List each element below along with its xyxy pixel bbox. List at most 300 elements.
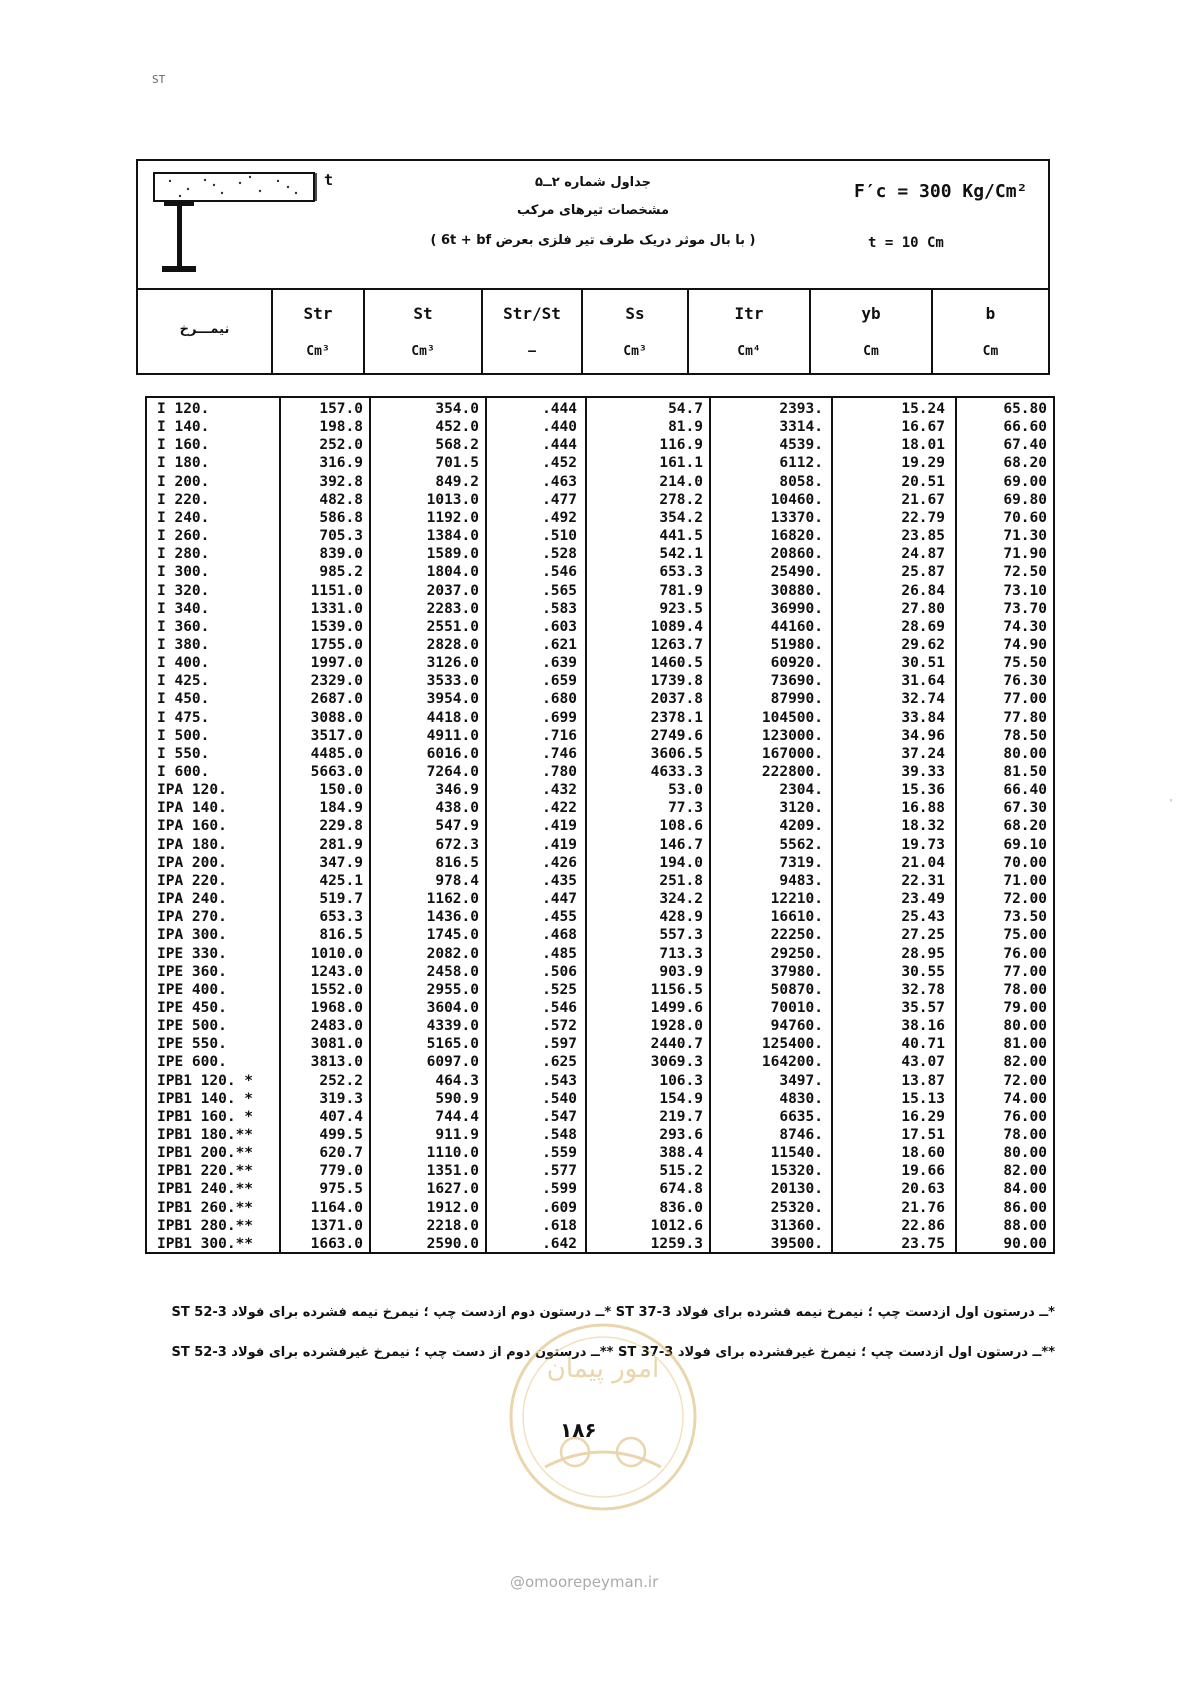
itr-cell: 20860. xyxy=(770,546,823,563)
table-row xyxy=(147,1035,1053,1054)
yb-cell: 13.87 xyxy=(901,1072,945,1089)
table-row xyxy=(147,491,1053,510)
itr-cell: 25320. xyxy=(770,1199,823,1216)
ratio-cell: .440 xyxy=(542,419,577,436)
ss-cell: 81.9 xyxy=(668,419,703,436)
ss-cell: 428.9 xyxy=(659,909,703,926)
ratio-cell: .477 xyxy=(542,491,577,508)
ratio-cell: .597 xyxy=(542,1036,577,1053)
yb-cell: 32.74 xyxy=(901,691,945,708)
st-cell: 1351.0 xyxy=(426,1163,479,1180)
str-cell: 316.9 xyxy=(319,455,363,472)
itr-cell: 2393. xyxy=(779,401,823,417)
table-row xyxy=(147,527,1053,546)
str-cell: 1151.0 xyxy=(310,582,363,599)
str-cell: 1539.0 xyxy=(310,618,363,635)
st-cell: 2218.0 xyxy=(426,1217,479,1234)
column-header-ss xyxy=(581,290,687,373)
ratio-cell: .572 xyxy=(542,1018,577,1035)
profile-cell: IPA 300. xyxy=(157,927,227,944)
table-row xyxy=(147,618,1053,637)
header-title-area xyxy=(138,161,1048,290)
itr-cell: 3120. xyxy=(779,800,823,817)
profile-cell: I 280. xyxy=(157,546,210,563)
profile-cell: I 260. xyxy=(157,528,210,545)
ss-cell: 214.0 xyxy=(659,473,703,490)
profile-cell: IPE 450. xyxy=(157,999,227,1016)
ss-cell: 53.0 xyxy=(668,782,703,799)
table-row xyxy=(147,1017,1053,1036)
table-row xyxy=(147,1126,1053,1145)
ratio-cell: .510 xyxy=(542,528,577,545)
st-cell: 3954.0 xyxy=(426,691,479,708)
yb-cell: 28.95 xyxy=(901,945,945,962)
yb-cell: 15.24 xyxy=(901,401,945,417)
ratio-cell: .543 xyxy=(542,1072,577,1089)
table-row xyxy=(147,1162,1053,1181)
b-cell: 86.00 xyxy=(1003,1199,1047,1216)
ss-cell: 653.3 xyxy=(659,564,703,581)
ss-cell: 1263.7 xyxy=(650,636,703,653)
column-header-b xyxy=(931,290,1048,373)
b-cell: 80.00 xyxy=(1003,1018,1047,1035)
profile-cell: I 380. xyxy=(157,636,210,653)
str-cell: 319.3 xyxy=(319,1090,363,1107)
st-cell: 4418.0 xyxy=(426,709,479,726)
ss-cell: 194.0 xyxy=(659,854,703,871)
yb-cell: 33.84 xyxy=(901,709,945,726)
str-cell: 519.7 xyxy=(319,891,363,908)
ss-cell: 1460.5 xyxy=(650,655,703,672)
ratio-cell: .444 xyxy=(542,401,577,417)
ss-cell: 1259.3 xyxy=(650,1235,703,1252)
b-cell: 73.70 xyxy=(1003,600,1047,617)
footnote-semi-compact: *ــ درستون اول ازدست چپ ؛ نیمرخ نیمه فشرده برای فولاد ST 37-3 *ــ درستون دوم ازدست چپ ؛ نیمرخ نیمه فشرده برای فولاد ST 52-3 xyxy=(171,1305,1055,1320)
b-cell: 82.00 xyxy=(1003,1054,1047,1071)
itr-cell: 11540. xyxy=(770,1145,823,1162)
ss-cell: 2440.7 xyxy=(650,1036,703,1053)
profile-cell: IPA 180. xyxy=(157,836,227,853)
column-unit: Cm xyxy=(982,344,999,359)
table-row xyxy=(147,1144,1053,1163)
table-row xyxy=(147,872,1053,891)
st-cell: 452.0 xyxy=(435,419,479,436)
ss-cell: 1089.4 xyxy=(650,618,703,635)
yb-cell: 21.76 xyxy=(901,1199,945,1216)
yb-cell: 20.63 xyxy=(901,1181,945,1198)
ratio-cell: .618 xyxy=(542,1217,577,1234)
itr-cell: 3497. xyxy=(779,1072,823,1089)
table-row xyxy=(147,582,1053,601)
profile-cell: IPB1 280.** xyxy=(157,1217,254,1234)
ratio-cell: .452 xyxy=(542,455,577,472)
ss-cell: 1499.6 xyxy=(650,999,703,1016)
st-cell: 3533.0 xyxy=(426,673,479,690)
str-cell: 3517.0 xyxy=(310,727,363,744)
st-cell: 1013.0 xyxy=(426,491,479,508)
yb-cell: 25.87 xyxy=(901,564,945,581)
itr-cell: 73690. xyxy=(770,673,823,690)
b-cell: 76.00 xyxy=(1003,1108,1047,1125)
table-row xyxy=(147,890,1053,909)
st-cell: 911.9 xyxy=(435,1127,479,1143)
table-row xyxy=(147,1199,1053,1218)
str-cell: 157.0 xyxy=(319,401,363,417)
str-cell: 2687.0 xyxy=(310,691,363,708)
profile-cell: IPA 220. xyxy=(157,872,227,889)
yb-cell: 17.51 xyxy=(901,1127,945,1143)
ss-cell: 781.9 xyxy=(659,582,703,599)
ratio-cell: .603 xyxy=(542,618,577,635)
b-cell: 75.50 xyxy=(1003,655,1047,672)
yb-cell: 32.78 xyxy=(901,981,945,998)
itr-cell: 60920. xyxy=(770,655,823,672)
st-cell: 2551.0 xyxy=(426,618,479,635)
itr-cell: 3314. xyxy=(779,419,823,436)
ss-cell: 108.6 xyxy=(659,818,703,835)
str-cell: 499.5 xyxy=(319,1127,363,1143)
concrete-strength: F′c = 300 Kg/Cm² xyxy=(854,181,1028,202)
itr-cell: 37980. xyxy=(770,963,823,980)
str-cell: 347.9 xyxy=(319,854,363,871)
st-cell: 2082.0 xyxy=(426,945,479,962)
str-cell: 425.1 xyxy=(319,872,363,889)
str-cell: 407.4 xyxy=(319,1108,363,1125)
column-header-st xyxy=(363,290,481,373)
table-row xyxy=(147,473,1053,492)
str-cell: 620.7 xyxy=(319,1145,363,1162)
ratio-cell: .583 xyxy=(542,600,577,617)
yb-cell: 18.32 xyxy=(901,818,945,835)
yb-cell: 31.64 xyxy=(901,673,945,690)
table-row xyxy=(147,763,1053,782)
ratio-cell: .468 xyxy=(542,927,577,944)
column-symbol: Str xyxy=(303,304,333,323)
b-cell: 72.00 xyxy=(1003,1072,1047,1089)
str-cell: 839.0 xyxy=(319,546,363,563)
table-row xyxy=(147,1090,1053,1109)
st-cell: 701.5 xyxy=(435,455,479,472)
ratio-cell: .506 xyxy=(542,963,577,980)
yb-cell: 29.62 xyxy=(901,636,945,653)
str-cell: 985.2 xyxy=(319,564,363,581)
ratio-cell: .546 xyxy=(542,999,577,1016)
st-cell: 7264.0 xyxy=(426,764,479,780)
b-cell: 67.40 xyxy=(1003,437,1047,454)
ratio-cell: .435 xyxy=(542,872,577,889)
profile-cell: I 220. xyxy=(157,491,210,508)
ss-cell: 1012.6 xyxy=(650,1217,703,1234)
itr-cell: 8746. xyxy=(779,1127,823,1143)
table-row xyxy=(147,781,1053,800)
margin-mark: ST xyxy=(152,73,166,86)
str-cell: 5663.0 xyxy=(310,764,363,780)
itr-cell: 10460. xyxy=(770,491,823,508)
st-cell: 2283.0 xyxy=(426,600,479,617)
ratio-cell: .419 xyxy=(542,818,577,835)
b-cell: 90.00 xyxy=(1003,1235,1047,1252)
str-cell: 1164.0 xyxy=(310,1199,363,1216)
yb-cell: 21.04 xyxy=(901,854,945,871)
itr-cell: 16610. xyxy=(770,909,823,926)
profile-cell: IPA 120. xyxy=(157,782,227,799)
ratio-cell: .780 xyxy=(542,764,577,780)
profile-cell: I 450. xyxy=(157,691,210,708)
profile-cell: I 200. xyxy=(157,473,210,490)
table-row xyxy=(147,999,1053,1018)
yb-cell: 30.55 xyxy=(901,963,945,980)
str-cell: 281.9 xyxy=(319,836,363,853)
str-cell: 252.2 xyxy=(319,1072,363,1089)
st-cell: 547.9 xyxy=(435,818,479,835)
str-cell: 2329.0 xyxy=(310,673,363,690)
itr-cell: 164200. xyxy=(761,1054,823,1071)
itr-cell: 123000. xyxy=(761,727,823,744)
b-cell: 69.00 xyxy=(1003,473,1047,490)
b-cell: 74.90 xyxy=(1003,636,1047,653)
ratio-cell: .642 xyxy=(542,1235,577,1252)
b-cell: 78.00 xyxy=(1003,981,1047,998)
seal-text: امور پیمان xyxy=(546,1354,660,1384)
ratio-cell: .540 xyxy=(542,1090,577,1107)
itr-cell: 87990. xyxy=(770,691,823,708)
b-cell: 74.30 xyxy=(1003,618,1047,635)
b-cell: 68.20 xyxy=(1003,818,1047,835)
yb-cell: 18.01 xyxy=(901,437,945,454)
itr-cell: 6112. xyxy=(779,455,823,472)
b-cell: 80.00 xyxy=(1003,1145,1047,1162)
yb-cell: 39.33 xyxy=(901,764,945,780)
table-subtitle: ( با بال موثر دریک طرف تیر فلزی بعرض 6t + bf ) xyxy=(430,233,756,248)
ss-cell: 278.2 xyxy=(659,491,703,508)
table-row xyxy=(147,945,1053,964)
column-symbol: b xyxy=(985,304,996,323)
ss-cell: 146.7 xyxy=(659,836,703,853)
yb-cell: 15.13 xyxy=(901,1090,945,1107)
profile-cell: IPE 550. xyxy=(157,1036,227,1053)
str-cell: 2483.0 xyxy=(310,1018,363,1035)
yb-cell: 19.66 xyxy=(901,1163,945,1180)
yb-cell: 16.67 xyxy=(901,419,945,436)
profile-cell: I 400. xyxy=(157,655,210,672)
column-symbol: yb xyxy=(861,304,881,323)
table-row xyxy=(147,926,1053,945)
b-cell: 77.00 xyxy=(1003,963,1047,980)
ratio-cell: .599 xyxy=(542,1181,577,1198)
column-unit: — xyxy=(528,344,536,359)
st-cell: 1384.0 xyxy=(426,528,479,545)
profile-cell: IPB1 200.** xyxy=(157,1145,254,1162)
ss-cell: 713.3 xyxy=(659,945,703,962)
table-row xyxy=(147,563,1053,582)
profile-cell: IPB1 180.** xyxy=(157,1127,254,1143)
footnote-non-compact: **ــ درستون اول ازدست چپ ؛ نیمرخ غیرفشرده برای فولاد ST 37-3 **ــ درستون دوم از دست چپ ؛ نیمرخ غیرفشرده برای فولاد ST 52-3 xyxy=(171,1345,1055,1360)
b-cell: 77.80 xyxy=(1003,709,1047,726)
ratio-cell: .609 xyxy=(542,1199,577,1216)
itr-cell: 125400. xyxy=(761,1036,823,1053)
column-symbol: نیمـــرخ xyxy=(179,322,230,337)
page-number: ۱۸۶ xyxy=(560,1418,597,1442)
itr-cell: 31360. xyxy=(770,1217,823,1234)
st-cell: 1110.0 xyxy=(426,1145,479,1162)
ss-cell: 161.1 xyxy=(659,455,703,472)
yb-cell: 37.24 xyxy=(901,745,945,762)
b-cell: 69.10 xyxy=(1003,836,1047,853)
yb-cell: 43.07 xyxy=(901,1054,945,1071)
itr-cell: 13370. xyxy=(770,509,823,526)
ss-cell: 923.5 xyxy=(659,600,703,617)
table-row xyxy=(147,509,1053,528)
itr-cell: 222800. xyxy=(761,764,823,780)
itr-cell: 9483. xyxy=(779,872,823,889)
st-cell: 4911.0 xyxy=(426,727,479,744)
table-row xyxy=(147,963,1053,982)
table-row xyxy=(147,1217,1053,1236)
itr-cell: 2304. xyxy=(779,782,823,799)
yb-cell: 23.85 xyxy=(901,528,945,545)
column-unit: Cm³ xyxy=(306,344,330,359)
yb-cell: 26.84 xyxy=(901,582,945,599)
b-cell: 76.30 xyxy=(1003,673,1047,690)
st-cell: 1162.0 xyxy=(426,891,479,908)
b-cell: 65.80 xyxy=(1003,401,1047,417)
ratio-cell: .548 xyxy=(542,1127,577,1143)
yb-cell: 22.31 xyxy=(901,872,945,889)
itr-cell: 94760. xyxy=(770,1018,823,1035)
yb-cell: 19.73 xyxy=(901,836,945,853)
profile-cell: IPA 200. xyxy=(157,854,227,871)
str-cell: 1243.0 xyxy=(310,963,363,980)
ss-cell: 354.2 xyxy=(659,509,703,526)
yb-cell: 21.67 xyxy=(901,491,945,508)
itr-cell: 36990. xyxy=(770,600,823,617)
table-row xyxy=(147,636,1053,655)
slab-thickness: t = 10 Cm xyxy=(868,235,944,251)
st-cell: 2458.0 xyxy=(426,963,479,980)
ss-cell: 106.3 xyxy=(659,1072,703,1089)
b-cell: 82.00 xyxy=(1003,1163,1047,1180)
str-cell: 229.8 xyxy=(319,818,363,835)
b-cell: 77.00 xyxy=(1003,691,1047,708)
table-row xyxy=(147,799,1053,818)
table-row xyxy=(147,1072,1053,1091)
st-cell: 2828.0 xyxy=(426,636,479,653)
table-row xyxy=(147,745,1053,764)
st-cell: 2037.0 xyxy=(426,582,479,599)
yb-cell: 22.86 xyxy=(901,1217,945,1234)
ss-cell: 1739.8 xyxy=(650,673,703,690)
str-cell: 252.0 xyxy=(319,437,363,454)
str-cell: 1997.0 xyxy=(310,655,363,672)
st-cell: 438.0 xyxy=(435,800,479,817)
thickness-label: t xyxy=(324,171,334,189)
st-cell: 672.3 xyxy=(435,836,479,853)
profile-cell: I 160. xyxy=(157,437,210,454)
str-cell: 975.5 xyxy=(319,1181,363,1198)
st-cell: 1745.0 xyxy=(426,927,479,944)
itr-cell: 12210. xyxy=(770,891,823,908)
str-cell: 482.8 xyxy=(319,491,363,508)
str-cell: 4485.0 xyxy=(310,745,363,762)
table-header-box xyxy=(136,159,1050,375)
column-unit: Cm³ xyxy=(623,344,647,359)
ss-cell: 388.4 xyxy=(659,1145,703,1162)
itr-cell: 50870. xyxy=(770,981,823,998)
profile-cell: I 550. xyxy=(157,745,210,762)
b-cell: 73.50 xyxy=(1003,909,1047,926)
yb-cell: 25.43 xyxy=(901,909,945,926)
itr-cell: 70010. xyxy=(770,999,823,1016)
ratio-cell: .455 xyxy=(542,909,577,926)
str-cell: 1552.0 xyxy=(310,981,363,998)
data-table xyxy=(145,396,1055,1254)
ratio-cell: .625 xyxy=(542,1054,577,1071)
itr-cell: 39500. xyxy=(770,1235,823,1252)
table-row xyxy=(147,400,1053,419)
ss-cell: 3606.5 xyxy=(650,745,703,762)
st-cell: 978.4 xyxy=(435,872,479,889)
itr-cell: 8058. xyxy=(779,473,823,490)
yb-cell: 30.51 xyxy=(901,655,945,672)
itr-cell: 20130. xyxy=(770,1181,823,1198)
itr-cell: 4209. xyxy=(779,818,823,835)
profile-cell: I 300. xyxy=(157,564,210,581)
profile-cell: IPB1 120. * xyxy=(157,1072,254,1089)
b-cell: 81.00 xyxy=(1003,1036,1047,1053)
yb-cell: 27.80 xyxy=(901,600,945,617)
str-cell: 1663.0 xyxy=(310,1235,363,1252)
table-row xyxy=(147,545,1053,564)
profile-cell: I 180. xyxy=(157,455,210,472)
ss-cell: 542.1 xyxy=(659,546,703,563)
b-cell: 68.20 xyxy=(1003,455,1047,472)
profile-cell: I 140. xyxy=(157,419,210,436)
st-cell: 1589.0 xyxy=(426,546,479,563)
itr-cell: 7319. xyxy=(779,854,823,871)
yb-cell: 20.51 xyxy=(901,473,945,490)
ratio-cell: .546 xyxy=(542,564,577,581)
st-cell: 849.2 xyxy=(435,473,479,490)
ss-cell: 293.6 xyxy=(659,1127,703,1143)
st-cell: 744.4 xyxy=(435,1108,479,1125)
column-unit: Cm³ xyxy=(411,344,435,359)
b-cell: 84.00 xyxy=(1003,1181,1047,1198)
itr-cell: 51980. xyxy=(770,636,823,653)
st-cell: 1627.0 xyxy=(426,1181,479,1198)
str-cell: 779.0 xyxy=(319,1163,363,1180)
profile-cell: IPA 160. xyxy=(157,818,227,835)
b-cell: 78.00 xyxy=(1003,1127,1047,1143)
st-cell: 816.5 xyxy=(435,854,479,871)
profile-cell: IPE 400. xyxy=(157,981,227,998)
column-symbol: Str/St xyxy=(503,304,561,323)
profile-cell: IPB1 260.** xyxy=(157,1199,254,1216)
column-symbol: Ss xyxy=(625,304,645,323)
table-row xyxy=(147,836,1053,855)
b-cell: 70.60 xyxy=(1003,509,1047,526)
yb-cell: 23.75 xyxy=(901,1235,945,1252)
itr-cell: 167000. xyxy=(761,745,823,762)
profile-cell: IPE 500. xyxy=(157,1018,227,1035)
column-header-yb xyxy=(809,290,931,373)
ss-cell: 219.7 xyxy=(659,1108,703,1125)
ratio-cell: .639 xyxy=(542,655,577,672)
st-cell: 1804.0 xyxy=(426,564,479,581)
ratio-cell: .492 xyxy=(542,509,577,526)
st-cell: 590.9 xyxy=(435,1090,479,1107)
yb-cell: 38.16 xyxy=(901,1018,945,1035)
st-cell: 4339.0 xyxy=(426,1018,479,1035)
